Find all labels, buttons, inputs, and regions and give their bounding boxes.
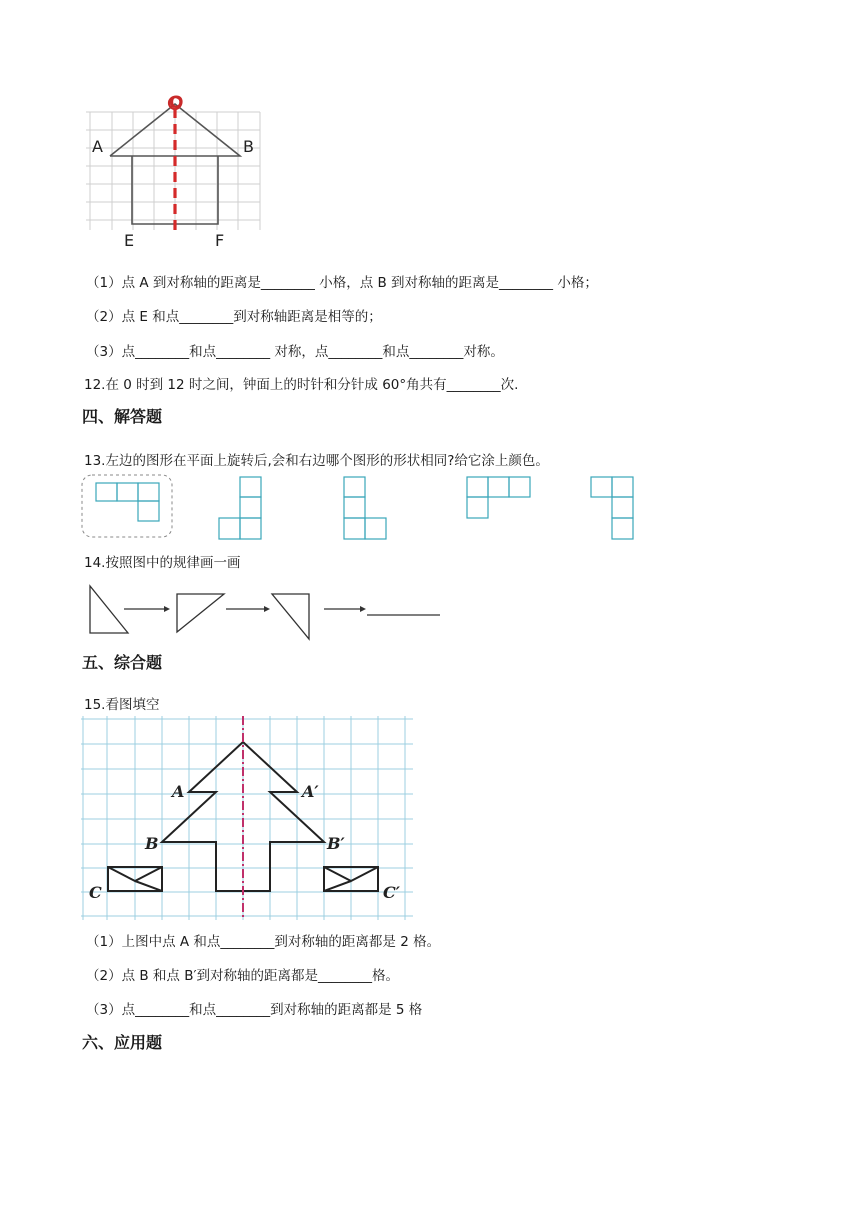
q13-shapes: [80, 474, 660, 544]
label-c: C: [89, 883, 102, 902]
q12-text: 12.在 0 时到 12 时之间，钟面上的时针和分针成 60°角共有________次.: [84, 377, 519, 393]
house-figure: [86, 94, 266, 254]
q15-line3: （3）点________和点________到对称轴的距离都是 5 格: [86, 1002, 423, 1018]
triangle-3: [272, 594, 309, 639]
label-b: B: [145, 834, 159, 853]
q15-line2: （2）点 B 和点 B′到对称轴的距离都是________格。: [86, 968, 400, 984]
q11-line3: （3）点________和点________ 对称，点________和点________对称。: [86, 344, 504, 360]
label-e: E: [124, 231, 135, 250]
house-grid: [86, 112, 260, 230]
label-f: F: [215, 231, 225, 250]
given-shape: [96, 483, 159, 521]
arrow-1-head: [164, 606, 170, 612]
section-4-heading: 四、解答题: [82, 407, 163, 426]
option-shape-3[interactable]: [467, 477, 530, 518]
option-shape-2[interactable]: [344, 477, 386, 539]
tree-figure: [81, 716, 413, 920]
label-o: O: [169, 93, 184, 113]
section-6-heading: 六、应用题: [82, 1033, 163, 1052]
option-shape-1[interactable]: [219, 477, 261, 539]
arrow-2-head: [264, 606, 270, 612]
label-a: A: [92, 137, 103, 156]
label-b: B: [243, 137, 254, 156]
triangle-1: [90, 586, 128, 633]
label-a-prime: A′: [302, 782, 319, 801]
q11-line1: （1）点 A 到对称轴的距离是________ 小格，点 B 到对称轴的距离是________ 小格；: [86, 275, 598, 291]
label-b-prime: B′: [327, 834, 345, 853]
q14-text: 14.按照图中的规律画一画: [84, 555, 241, 571]
arrow-3-head: [360, 606, 366, 612]
label-c-prime: C′: [383, 883, 400, 902]
q14-pattern: [84, 582, 444, 642]
triangle-2: [177, 594, 224, 632]
q15-title: 15.看图填空: [84, 697, 160, 713]
q13-text: 13.左边的图形在平面上旋转后,会和右边哪个图形的形状相同?给它涂上颜色。: [84, 453, 549, 469]
label-a: A: [172, 782, 185, 801]
q15-line1: （1）上图中点 A 和点________到对称轴的距离都是 2 格。: [86, 934, 441, 950]
option-shape-4[interactable]: [591, 477, 633, 539]
q11-line2: （2）点 E 和点________到对称轴距离是相等的；: [86, 309, 382, 325]
section-5-heading: 五、综合题: [82, 653, 163, 672]
